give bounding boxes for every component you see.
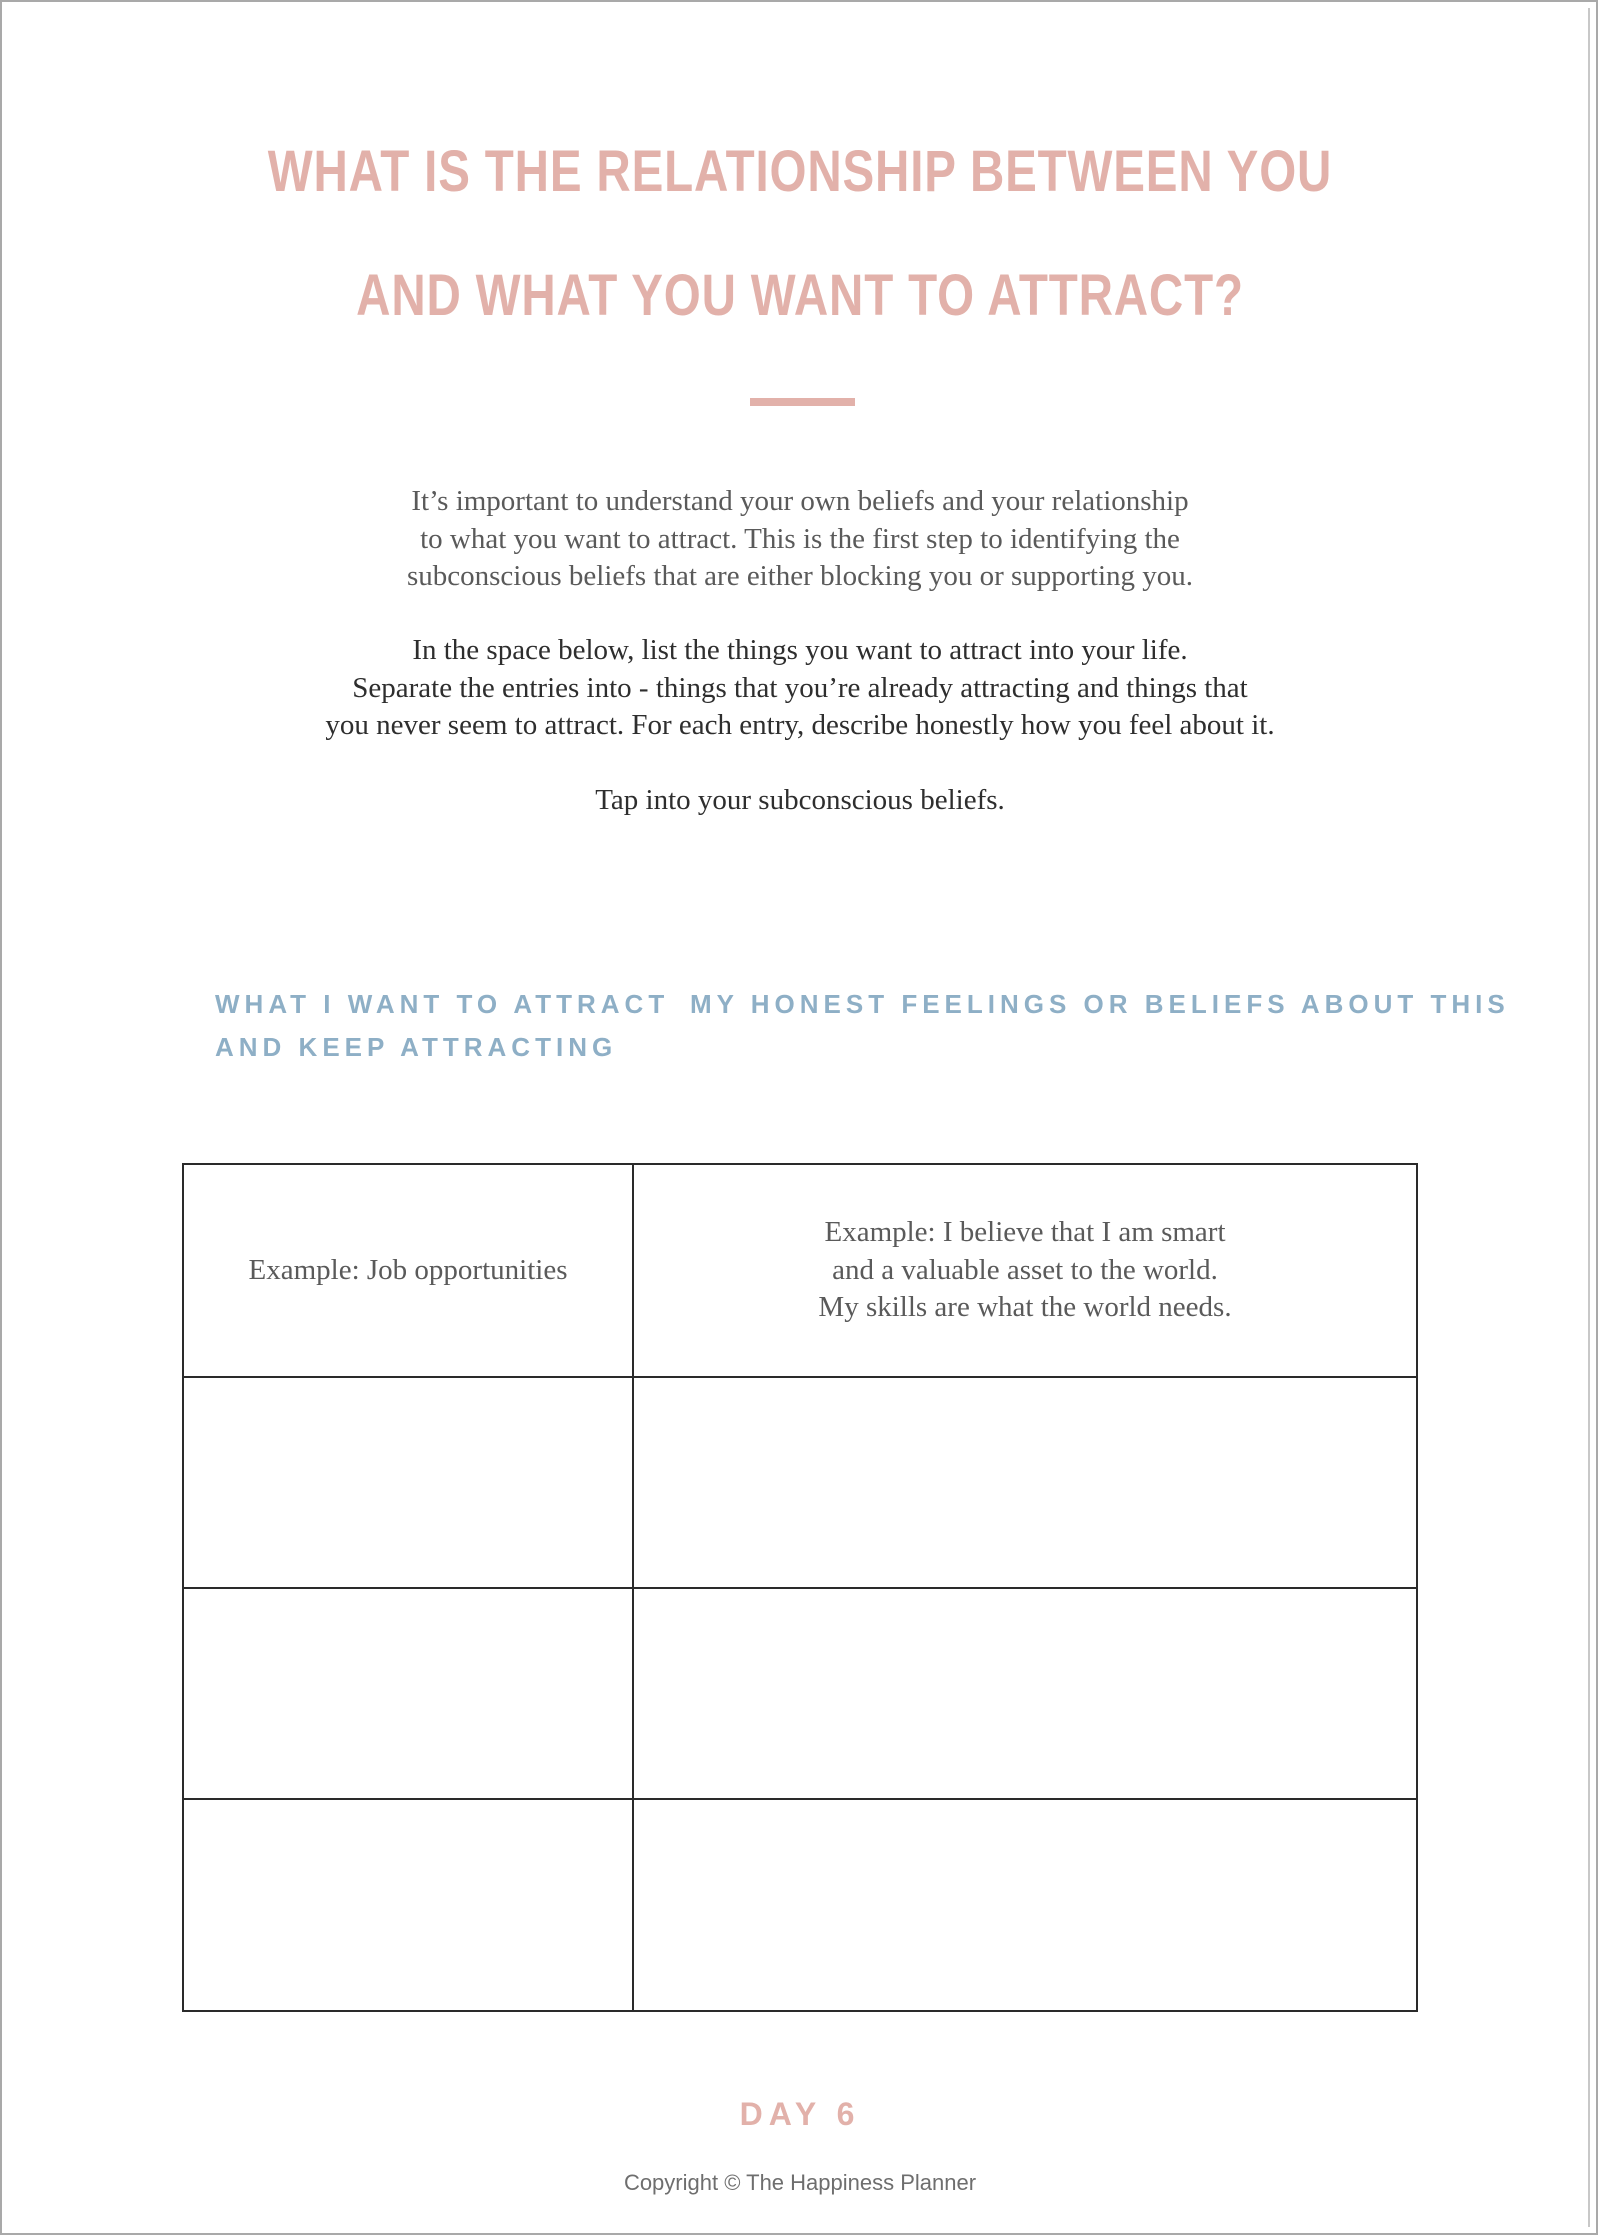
table-row-divider xyxy=(184,1798,1416,1800)
day-label: DAY 6 xyxy=(739,2096,861,2132)
table-row-divider xyxy=(184,1376,1416,1378)
example-attract-text: Example: Job opportunities xyxy=(248,1253,568,1286)
column-heading-beliefs-line: MY HONEST FEELINGS OR BELIEFS ABOUT THIS xyxy=(690,989,1510,1019)
intro-p2-line: In the space below, list the things you want to attract into your life. xyxy=(412,634,1188,666)
intro-p1-line: to what you want to attract. This is the first step to identifying the xyxy=(420,522,1180,555)
example-belief-line: My skills are what the world needs. xyxy=(818,1291,1232,1324)
intro-p1-line: subconscious beliefs that are either blocking you or supporting you. xyxy=(406,560,1194,592)
example-attract-cell xyxy=(184,1165,632,1376)
copyright-notice: Copyright © The Happiness Planner xyxy=(623,2170,977,2195)
title-divider xyxy=(750,398,855,406)
page-title-line-2: AND WHAT YOU WANT TO ATTRACT? xyxy=(356,263,1244,328)
column-heading-attract-line: WHAT I WANT TO ATTRACT xyxy=(215,989,670,1019)
intro-p1-line: It’s important to understand your own beliefs and your relationship xyxy=(411,485,1189,517)
column-heading-beliefs xyxy=(690,983,1510,1026)
intro-p2-line: you never seem to attract. For each entry, describe honestly how you feel about it. xyxy=(325,709,1275,741)
intro-paragraph-1 xyxy=(0,483,1600,596)
column-heading-attract xyxy=(215,983,670,1069)
column-heading-attract-line: AND KEEP ATTRACTING xyxy=(215,1032,618,1062)
intro-p2-line: Separate the entries into - things that you’re already attracting and things that xyxy=(352,671,1248,704)
table-row-divider xyxy=(184,1587,1416,1589)
page-title-line-1: WHAT IS THE RELATIONSHIP BETWEEN YOU xyxy=(267,139,1333,204)
intro-paragraph-3 xyxy=(0,782,1600,820)
example-belief-cell xyxy=(634,1165,1416,1376)
intro-paragraph-2 xyxy=(0,632,1600,745)
worksheet-table xyxy=(182,1163,1418,2012)
example-belief-line: and a valuable asset to the world. xyxy=(832,1253,1218,1286)
intro-p3-line: Tap into your subconscious beliefs. xyxy=(595,784,1005,816)
example-belief-line: Example: I believe that I am smart xyxy=(824,1216,1226,1249)
